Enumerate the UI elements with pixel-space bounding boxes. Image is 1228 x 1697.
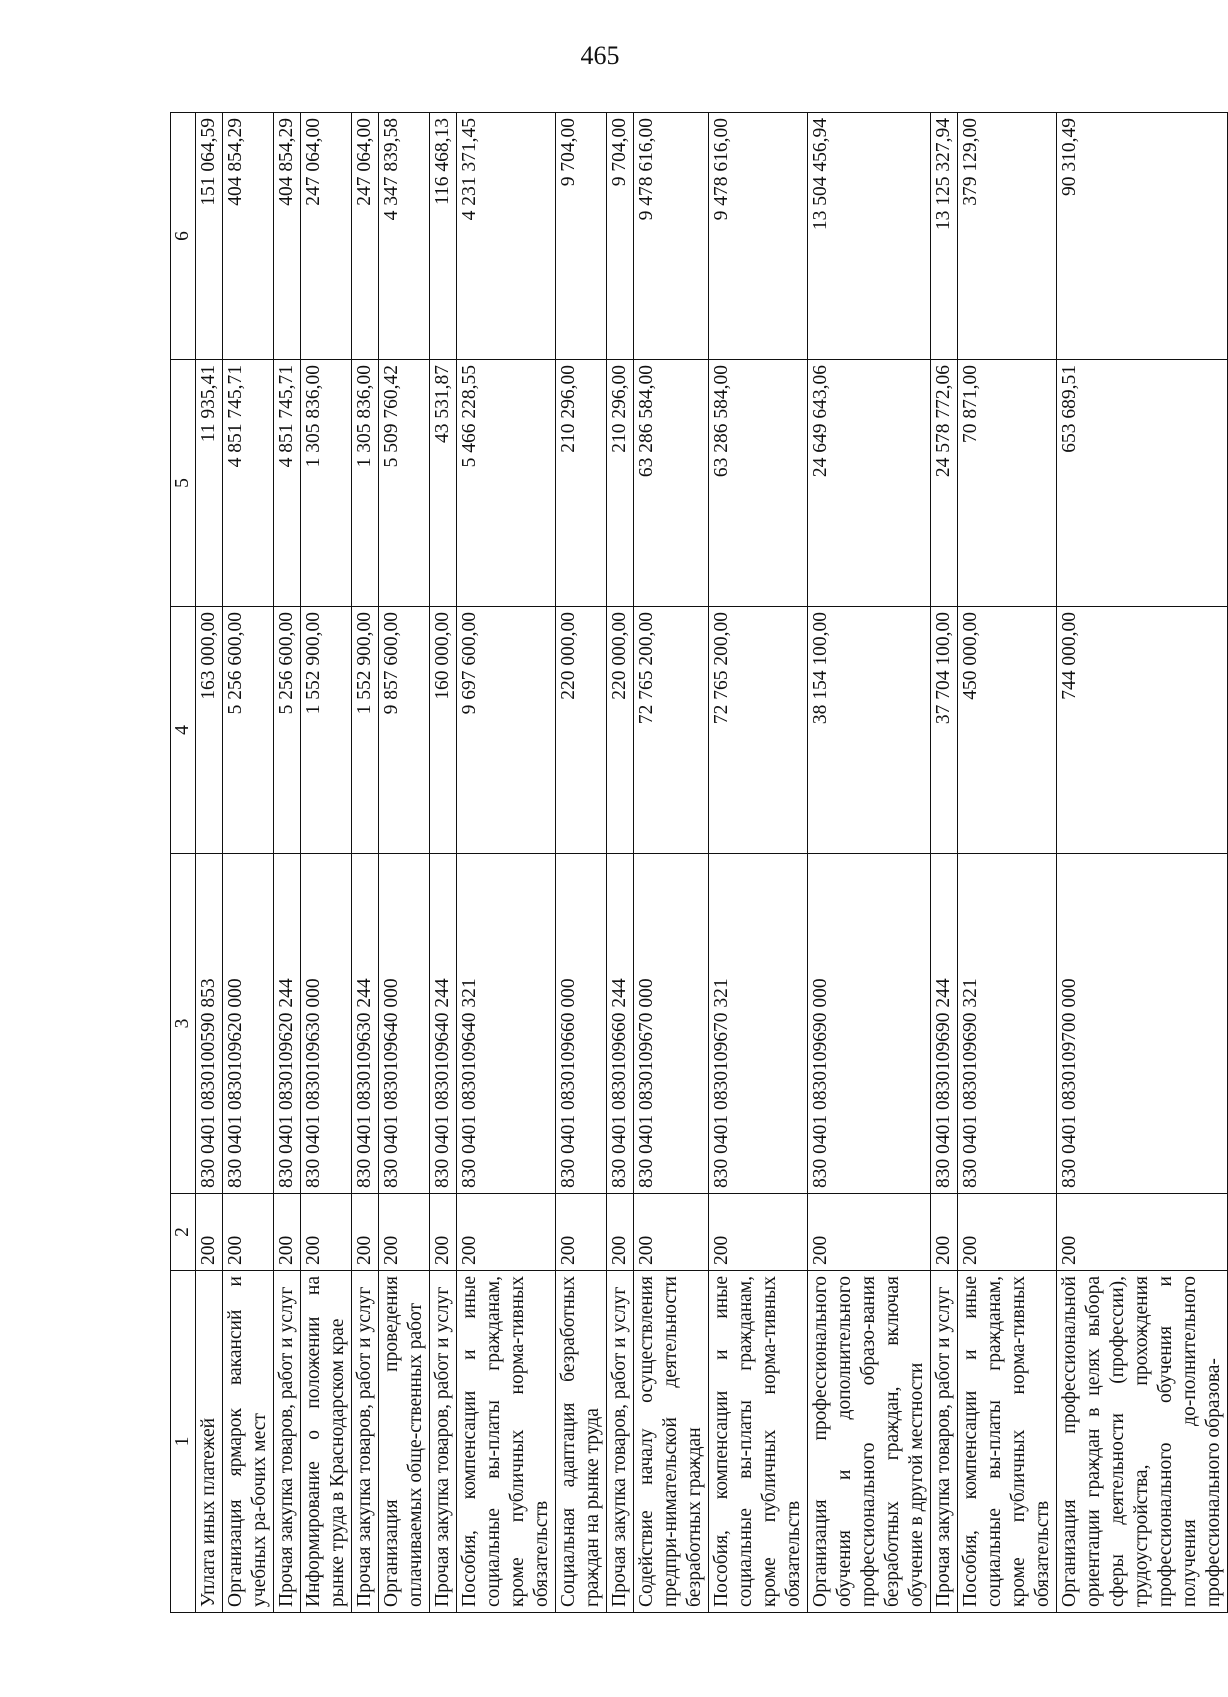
table-row bbox=[430, 113, 457, 1613]
table-row bbox=[958, 113, 1057, 1613]
row-code-cell: 830 0401 0830109690 321 bbox=[958, 854, 1057, 1194]
row-remaining-amount-cell: 404 854,29 bbox=[274, 113, 301, 360]
row-name-cell: Организация профессиональной ориентации граждан в целях выбора сферы деятельности (профессии), трудоустройства, прохождения профессионального обучения и получения до-полнительного профессионального образова- bbox=[1057, 1271, 1228, 1613]
row-section-cell: 200 bbox=[301, 1194, 352, 1271]
table-row bbox=[223, 113, 274, 1613]
row-section-cell: 200 bbox=[457, 1194, 556, 1271]
row-remaining-amount-cell: 379 129,00 bbox=[958, 113, 1057, 360]
row-remaining-amount-cell: 9 704,00 bbox=[607, 113, 634, 360]
table-header-row bbox=[171, 113, 196, 1613]
row-executed-amount-cell: 5 466 228,55 bbox=[457, 360, 556, 607]
table-row bbox=[808, 113, 931, 1613]
table-row bbox=[1057, 113, 1228, 1613]
row-code-cell: 830 0401 0830109620 244 bbox=[274, 854, 301, 1194]
table-row bbox=[274, 113, 301, 1613]
row-remaining-amount-cell: 9 478 616,00 bbox=[634, 113, 709, 360]
row-remaining-amount-cell: 4 231 371,45 bbox=[457, 113, 556, 360]
row-approved-amount-cell: 220 000,00 bbox=[607, 607, 634, 854]
row-remaining-amount-cell: 9 704,00 bbox=[556, 113, 607, 360]
row-section-cell: 200 bbox=[1057, 1194, 1228, 1271]
table-row bbox=[931, 113, 958, 1613]
row-section-cell: 200 bbox=[607, 1194, 634, 1271]
row-name-cell: Организация проведения оплачиваемых обще-ственных работ bbox=[379, 1271, 430, 1613]
row-section-cell: 200 bbox=[808, 1194, 931, 1271]
row-remaining-amount-cell: 4 347 839,58 bbox=[379, 113, 430, 360]
row-executed-amount-cell: 63 286 584,00 bbox=[634, 360, 709, 607]
row-approved-amount-cell: 9 697 600,00 bbox=[457, 607, 556, 854]
row-code-cell: 830 0401 0830109630 000 bbox=[301, 854, 352, 1194]
row-remaining-amount-cell: 13 504 456,94 bbox=[808, 113, 931, 360]
row-name-cell: Пособия, компенсации и иные социальные вы-платы гражданам, кроме публичных норма-тивных обязательств bbox=[709, 1271, 808, 1613]
table-row bbox=[352, 113, 379, 1613]
row-approved-amount-cell: 163 000,00 bbox=[196, 607, 223, 854]
row-executed-amount-cell: 210 296,00 bbox=[556, 360, 607, 607]
column-header: 6 bbox=[171, 113, 196, 360]
row-name-cell: Пособия, компенсации и иные социальные вы-платы гражданам, кроме публичных норма-тивных обязательств bbox=[958, 1271, 1057, 1613]
row-executed-amount-cell: 11 935,41 bbox=[196, 360, 223, 607]
row-section-cell: 200 bbox=[634, 1194, 709, 1271]
row-remaining-amount-cell: 404 854,29 bbox=[223, 113, 274, 360]
row-code-cell: 830 0401 0830109660 000 bbox=[556, 854, 607, 1194]
row-name-cell: Организация профессионального обучения и дополнительного профессионального образо-вания безработных граждан, включая обучение в другой местности bbox=[808, 1271, 931, 1613]
row-section-cell: 200 bbox=[430, 1194, 457, 1271]
row-executed-amount-cell: 70 871,00 bbox=[958, 360, 1057, 607]
row-remaining-amount-cell: 151 064,59 bbox=[196, 113, 223, 360]
row-approved-amount-cell: 9 857 600,00 bbox=[379, 607, 430, 854]
row-code-cell: 830 0401 0830109640 000 bbox=[379, 854, 430, 1194]
column-header: 5 bbox=[171, 360, 196, 607]
row-approved-amount-cell: 450 000,00 bbox=[958, 607, 1057, 854]
row-code-cell: 830 0401 0830100590 853 bbox=[196, 854, 223, 1194]
row-name-cell: Содействие началу осуществления предпри-нимательской деятельности безработных граждан bbox=[634, 1271, 709, 1613]
row-executed-amount-cell: 1 305 836,00 bbox=[352, 360, 379, 607]
row-executed-amount-cell: 653 689,51 bbox=[1057, 360, 1228, 607]
row-executed-amount-cell: 63 286 584,00 bbox=[709, 360, 808, 607]
table-row bbox=[607, 113, 634, 1613]
row-name-cell: Социальная адаптация безработных граждан на рынке труда bbox=[556, 1271, 607, 1613]
table-row bbox=[634, 113, 709, 1613]
row-executed-amount-cell: 43 531,87 bbox=[430, 360, 457, 607]
row-remaining-amount-cell: 90 310,49 bbox=[1057, 113, 1228, 360]
table-row bbox=[457, 113, 556, 1613]
column-header: 4 bbox=[171, 607, 196, 854]
row-name-cell: Прочая закупка товаров, работ и услуг bbox=[607, 1271, 634, 1613]
row-approved-amount-cell: 72 765 200,00 bbox=[709, 607, 808, 854]
row-executed-amount-cell: 4 851 745,71 bbox=[274, 360, 301, 607]
row-section-cell: 200 bbox=[352, 1194, 379, 1271]
row-approved-amount-cell: 5 256 600,00 bbox=[223, 607, 274, 854]
row-code-cell: 830 0401 0830109670 000 bbox=[634, 854, 709, 1194]
row-approved-amount-cell: 5 256 600,00 bbox=[274, 607, 301, 854]
row-approved-amount-cell: 37 704 100,00 bbox=[931, 607, 958, 854]
page-number: 465 bbox=[580, 41, 620, 70]
row-section-cell: 200 bbox=[958, 1194, 1057, 1271]
row-section-cell: 200 bbox=[196, 1194, 223, 1271]
row-code-cell: 830 0401 0830109670 321 bbox=[709, 854, 808, 1194]
row-code-cell: 830 0401 0830109640 244 bbox=[430, 854, 457, 1194]
row-executed-amount-cell: 24 578 772,06 bbox=[931, 360, 958, 607]
row-remaining-amount-cell: 247 064,00 bbox=[301, 113, 352, 360]
row-code-cell: 830 0401 0830109690 244 bbox=[931, 854, 958, 1194]
row-executed-amount-cell: 5 509 760,42 bbox=[379, 360, 430, 607]
row-approved-amount-cell: 38 154 100,00 bbox=[808, 607, 931, 854]
row-executed-amount-cell: 1 305 836,00 bbox=[301, 360, 352, 607]
row-code-cell: 830 0401 0830109620 000 bbox=[223, 854, 274, 1194]
budget-table-rotated bbox=[170, 113, 1224, 1613]
row-approved-amount-cell: 160 000,00 bbox=[430, 607, 457, 854]
row-section-cell: 200 bbox=[556, 1194, 607, 1271]
row-name-cell: Прочая закупка товаров, работ и услуг bbox=[274, 1271, 301, 1613]
row-name-cell: Прочая закупка товаров, работ и услуг bbox=[931, 1271, 958, 1613]
row-remaining-amount-cell: 13 125 327,94 bbox=[931, 113, 958, 360]
table-row bbox=[301, 113, 352, 1613]
row-name-cell: Уплата иных платежей bbox=[196, 1271, 223, 1613]
column-header: 3 bbox=[171, 854, 196, 1194]
row-executed-amount-cell: 4 851 745,71 bbox=[223, 360, 274, 607]
table-row bbox=[556, 113, 607, 1613]
row-approved-amount-cell: 744 000,00 bbox=[1057, 607, 1228, 854]
row-code-cell: 830 0401 0830109630 244 bbox=[352, 854, 379, 1194]
row-name-cell: Организация ярмарок вакансий и учебных ра-бочих мест bbox=[223, 1271, 274, 1613]
row-section-cell: 200 bbox=[223, 1194, 274, 1271]
row-code-cell: 830 0401 0830109700 000 bbox=[1057, 854, 1228, 1194]
table-row bbox=[379, 113, 430, 1613]
row-executed-amount-cell: 210 296,00 bbox=[607, 360, 634, 607]
row-name-cell: Прочая закупка товаров, работ и услуг bbox=[430, 1271, 457, 1613]
row-section-cell: 200 bbox=[709, 1194, 808, 1271]
row-remaining-amount-cell: 9 478 616,00 bbox=[709, 113, 808, 360]
row-approved-amount-cell: 72 765 200,00 bbox=[634, 607, 709, 854]
row-remaining-amount-cell: 116 468,13 bbox=[430, 113, 457, 360]
row-code-cell: 830 0401 0830109640 321 bbox=[457, 854, 556, 1194]
row-name-cell: Пособия, компенсации и иные социальные вы-платы гражданам, кроме публичных норма-тивных обязательств bbox=[457, 1271, 556, 1613]
column-header: 2 bbox=[171, 1194, 196, 1271]
table-row bbox=[709, 113, 808, 1613]
table-row bbox=[196, 113, 223, 1613]
row-section-cell: 200 bbox=[379, 1194, 430, 1271]
row-approved-amount-cell: 1 552 900,00 bbox=[352, 607, 379, 854]
row-code-cell: 830 0401 0830109690 000 bbox=[808, 854, 931, 1194]
row-name-cell: Информирование о положении на рынке труда в Краснодарском крае bbox=[301, 1271, 352, 1613]
row-section-cell: 200 bbox=[274, 1194, 301, 1271]
budget-table bbox=[170, 112, 1228, 1613]
row-section-cell: 200 bbox=[931, 1194, 958, 1271]
row-approved-amount-cell: 220 000,00 bbox=[556, 607, 607, 854]
row-executed-amount-cell: 24 649 643,06 bbox=[808, 360, 931, 607]
row-code-cell: 830 0401 0830109660 244 bbox=[607, 854, 634, 1194]
row-remaining-amount-cell: 247 064,00 bbox=[352, 113, 379, 360]
row-name-cell: Прочая закупка товаров, работ и услуг bbox=[352, 1271, 379, 1613]
row-approved-amount-cell: 1 552 900,00 bbox=[301, 607, 352, 854]
column-header: 1 bbox=[171, 1271, 196, 1613]
